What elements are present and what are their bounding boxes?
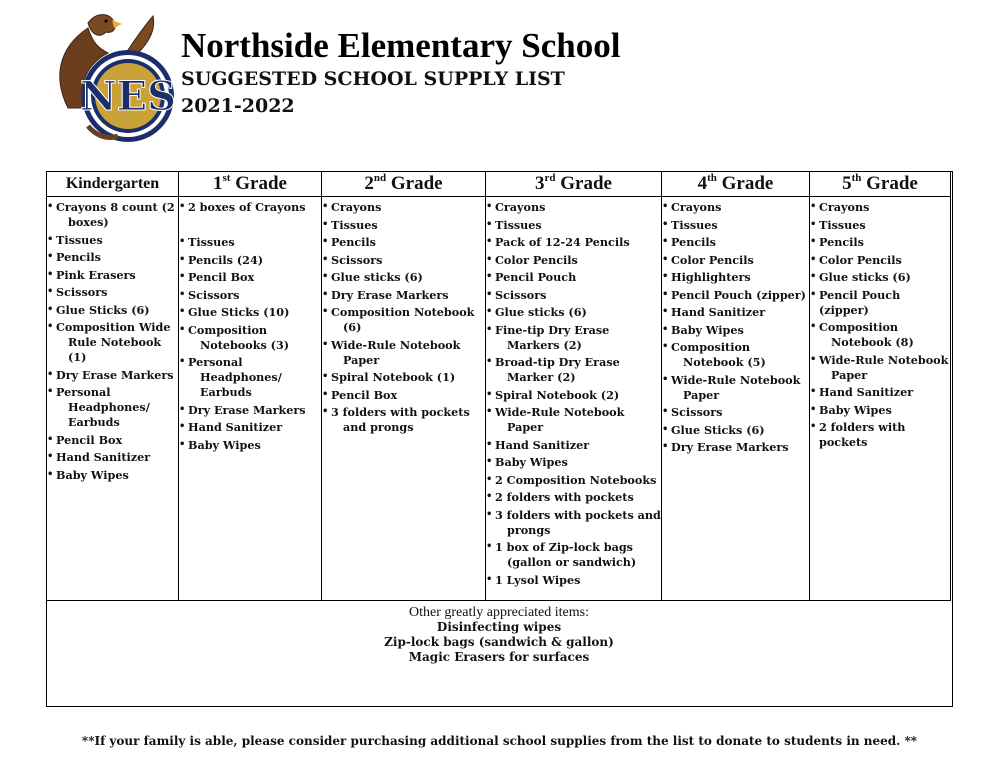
supply-item [47,368,178,383]
supply-item-text: Crayons [495,200,546,214]
supply-item [47,468,178,483]
supply-item-text: 2 Composition Notebooks [495,472,657,487]
supply-item [47,450,178,465]
supply-item [179,253,321,268]
supply-item-text: Composition Wide [56,320,171,334]
supply-item-text: Dry Erase Markers [56,367,174,382]
supply-item [486,473,661,488]
supply-item-text: Tissues [671,217,718,232]
supply-item-text: Tissues [331,217,378,232]
supply-item-continuation: Notebook (5) [683,355,766,369]
supply-item-text: Composition [819,320,899,334]
supply-list [810,197,950,450]
supply-item [662,323,809,338]
supply-item [47,385,178,430]
supply-item-continuation: and prongs [343,420,414,434]
supply-item [662,423,809,438]
supply-item-text: Fine-tip Dry Erase [495,322,610,337]
supply-item [810,270,950,285]
supply-item-text: Pencil Pouch [495,270,577,284]
grade-word: Grade [560,173,612,194]
supply-item-continuation: Earbuds [200,385,252,399]
supply-item [486,573,661,588]
supply-item-text: Scissors [56,285,108,299]
supply-list [322,197,485,435]
supply-item [486,508,661,538]
supply-item-text: Personal [188,355,243,369]
supply-item-text: Tissues [819,217,866,232]
supply-item-text: Pencils [671,235,716,249]
supply-item-text: Glue sticks (6) [819,270,911,284]
supply-item-continuation: boxes) [68,215,109,229]
supply-item [179,200,321,215]
supply-list [662,197,809,455]
supply-item-text: Pencil Box [56,432,123,447]
supply-item-text: 1 Lysol Wipes [495,572,581,587]
supply-item-continuation: Headphones/ [68,400,150,414]
supply-item-text: Highlighters [671,270,751,284]
supply-item-text: 1 box of Zip-lock bags [495,540,633,554]
column-header [47,172,178,197]
supply-item-text: Pack of 12-24 Pencils [495,235,630,249]
grade-word: Grade [866,173,918,194]
school-year: 2021-2022 [181,95,295,117]
supply-table [46,171,953,707]
supply-item-text: Tissues [56,232,103,247]
other-item: Zip-lock bags (sandwich & gallon) [384,635,614,649]
grade-word: Grade [235,173,287,194]
supply-item-continuation: (gallon or sandwich) [507,555,637,569]
supply-item-continuation: Notebooks (3) [200,337,290,352]
supply-item-text: Crayons [671,200,722,214]
supply-item [486,438,661,453]
supply-item [662,305,809,320]
grade-number: 5 [842,173,852,194]
supply-item-text: 2 folders with pockets [819,420,906,449]
supply-item [47,250,178,265]
supply-item-text: Pink Erasers [56,267,136,282]
supply-list [179,197,321,453]
supply-item [486,455,661,470]
supply-item-text: Pencils (24) [188,252,264,267]
supply-item-text: Pencil Box [188,270,255,284]
supply-item [179,355,321,400]
supply-item [486,253,661,268]
supply-item [662,253,809,268]
supply-item-continuation: Paper [683,387,720,402]
supply-item-text: Crayons [331,200,382,214]
supply-item [179,270,321,285]
supply-item [322,338,485,368]
grade-suffix: rd [544,171,556,184]
supply-list [47,197,178,483]
supply-item [179,235,321,250]
supply-item [47,285,178,300]
supply-item-text: Pencils [331,235,376,249]
supply-item [322,218,485,233]
supply-item [322,253,485,268]
supply-item-text: Composition [188,322,268,337]
supply-item [662,405,809,420]
supply-item [486,355,661,385]
supply-item [810,288,950,318]
supply-item-text: Dry Erase Markers [188,402,306,417]
supply-item [486,305,661,320]
supply-item [486,200,661,215]
supply-item-text: Color Pencils [495,252,578,267]
supply-item-text: Scissors [331,252,383,267]
supply-item [322,200,485,215]
supply-item [322,305,485,335]
supply-item-text: Glue Sticks (6) [671,422,765,437]
supply-item-text: Scissors [671,405,723,419]
supply-item-text: Pencil Pouch (zipper) [819,287,901,317]
supply-item [810,235,950,250]
column-header [322,172,485,197]
supply-item-text: Hand Sanitizer [819,385,914,399]
supply-item-text: Wide-Rule Notebook [331,337,461,352]
grade-number: 3 [535,173,545,194]
supply-item-continuation: Earbuds [68,415,120,429]
supply-item [179,288,321,303]
supply-item-text: Personal [56,385,111,399]
column-grade-3 [486,172,662,600]
grade-suffix: th [707,171,717,184]
supply-item-text: Hand Sanitizer [671,305,766,319]
supply-item [486,388,661,403]
supply-item [810,403,950,418]
supply-item [810,200,950,215]
other-items-section [47,600,951,705]
supply-item [47,433,178,448]
school-logo [48,8,178,158]
column-grade-4 [662,172,810,600]
supply-item-text: Color Pencils [671,252,754,267]
column-grade-2 [322,172,486,600]
supply-item [810,218,950,233]
supply-item-continuation: Paper [831,367,868,382]
grade-number: 1 [213,173,223,194]
supply-list [486,197,661,588]
supply-item [322,405,485,435]
grade-suffix: th [851,171,862,184]
supply-item [179,218,321,233]
supply-item [662,440,809,455]
supply-item [486,218,661,233]
column-header [662,172,809,197]
supply-item [810,385,950,400]
supply-item-text: Spiral Notebook (2) [495,387,620,402]
supply-item-text: Pencils [819,235,864,249]
supply-item-text: Composition Notebook [331,305,475,319]
supply-item [486,540,661,570]
supply-item-text: Dry Erase Markers [331,287,449,302]
supply-item [486,490,661,505]
column-grade-1 [179,172,322,600]
supply-item-text: Wide-Rule Notebook [495,405,625,419]
supply-item [322,235,485,250]
supply-item-text: Baby Wipes [495,455,568,469]
supply-item-continuation: Headphones/ [200,370,282,384]
supply-item [662,218,809,233]
supply-item-text: Tissues [495,217,542,232]
supply-item [179,323,321,353]
supply-item [810,353,950,383]
supply-item [486,405,661,435]
supply-item-text: Tissues [188,235,235,249]
school-name: Northside Elementary School [181,26,621,65]
supply-item [486,270,661,285]
grade-label: Kindergarten [65,175,160,192]
grade-number: 4 [697,173,708,194]
grade-word: Grade [390,173,443,194]
grade-number: 2 [364,173,374,194]
supply-item-continuation: Paper [343,352,380,367]
donation-note: **If your family is able, please consider purchasing additional school supplies from the list to donate to students in need. ** [81,734,918,748]
supply-item-text: Hand Sanitizer [188,420,283,434]
supply-item-text: Glue sticks (6) [331,270,423,284]
supply-item-text: Crayons [819,200,870,214]
column-header [810,172,950,197]
supply-item [810,320,950,350]
column-header [486,172,661,197]
supply-item-text: Baby Wipes [188,437,261,452]
supply-item-text: Glue Sticks (6) [56,302,150,317]
supply-item [662,270,809,285]
supply-item [47,320,178,365]
supply-item-continuation: prongs [507,522,551,537]
supply-item-text: Baby Wipes [671,322,744,337]
grade-suffix: st [222,171,231,184]
supply-item-text: Hand Sanitizer [56,450,151,464]
supply-item [322,270,485,285]
supply-item-continuation: Paper [507,420,544,434]
supply-item-continuation: Rule Notebook (1) [68,335,162,364]
supply-item [179,305,321,320]
column-header [179,172,321,197]
supply-item-text: Composition [671,340,751,354]
supply-item-text: Wide-Rule Notebook [671,372,801,387]
supply-item-text: Broad-tip Dry Erase [495,355,620,369]
supply-item [662,200,809,215]
supply-item-continuation: Notebook (8) [831,335,914,349]
supply-item-text: Baby Wipes [56,467,129,482]
list-title: SUGGESTED SCHOOL SUPPLY LIST [181,68,565,90]
supply-item-text: Glue Sticks (10) [188,305,290,319]
other-item: Disinfecting wipes [436,620,562,634]
supply-item-text: Crayons 8 count (2 [56,200,175,214]
supply-item [662,235,809,250]
supply-item [662,373,809,403]
supply-item-continuation: Markers (2) [507,337,582,352]
supply-item-text: Hand Sanitizer [495,437,590,452]
column-kindergarten [47,172,179,600]
supply-item-text: Pencil Pouch (zipper) [671,287,806,302]
grade-suffix: nd [373,171,387,184]
supply-item-text: Baby Wipes [819,402,892,417]
supply-item-text: Spiral Notebook (1) [331,370,456,384]
logo-monogram: NES [80,73,176,120]
supply-item-text: Glue sticks (6) [495,305,587,319]
supply-item [322,370,485,385]
supply-item [322,388,485,403]
other-items-intro: Other greatly appreciated items: [409,605,589,620]
supply-item-text: Dry Erase Markers [671,440,789,454]
supply-item [486,235,661,250]
supply-item [486,323,661,353]
supply-item-text: 2 boxes of Crayons [188,200,306,214]
supply-item-text: 3 folders with pockets and [495,507,661,522]
supply-item [47,200,178,230]
other-item: Magic Erasers for surfaces [408,650,590,664]
supply-item [810,253,950,268]
supply-item [47,303,178,318]
grade-word: Grade [721,173,774,194]
supply-item [47,233,178,248]
supply-item-text: Pencils [56,250,101,264]
supply-item-text: 3 folders with pockets [331,405,470,419]
supply-item [47,268,178,283]
supply-item [179,438,321,453]
supply-item-text: Wide-Rule Notebook [819,352,949,367]
supply-item [662,288,809,303]
supply-item [322,288,485,303]
supply-item [810,420,950,450]
supply-item-text: Scissors [495,287,547,302]
supply-item-text: Color Pencils [819,252,902,267]
supply-item [179,420,321,435]
supply-item [662,340,809,370]
supply-item-text: Pencil Box [331,387,398,402]
supply-item [179,403,321,418]
supply-item [486,288,661,303]
supply-item-text: 2 folders with pockets [495,490,634,504]
supply-item-continuation: (6) [343,320,362,334]
column-grade-5 [810,172,951,600]
supply-item-continuation: Marker (2) [507,370,576,384]
supply-item-text: Scissors [188,287,240,302]
